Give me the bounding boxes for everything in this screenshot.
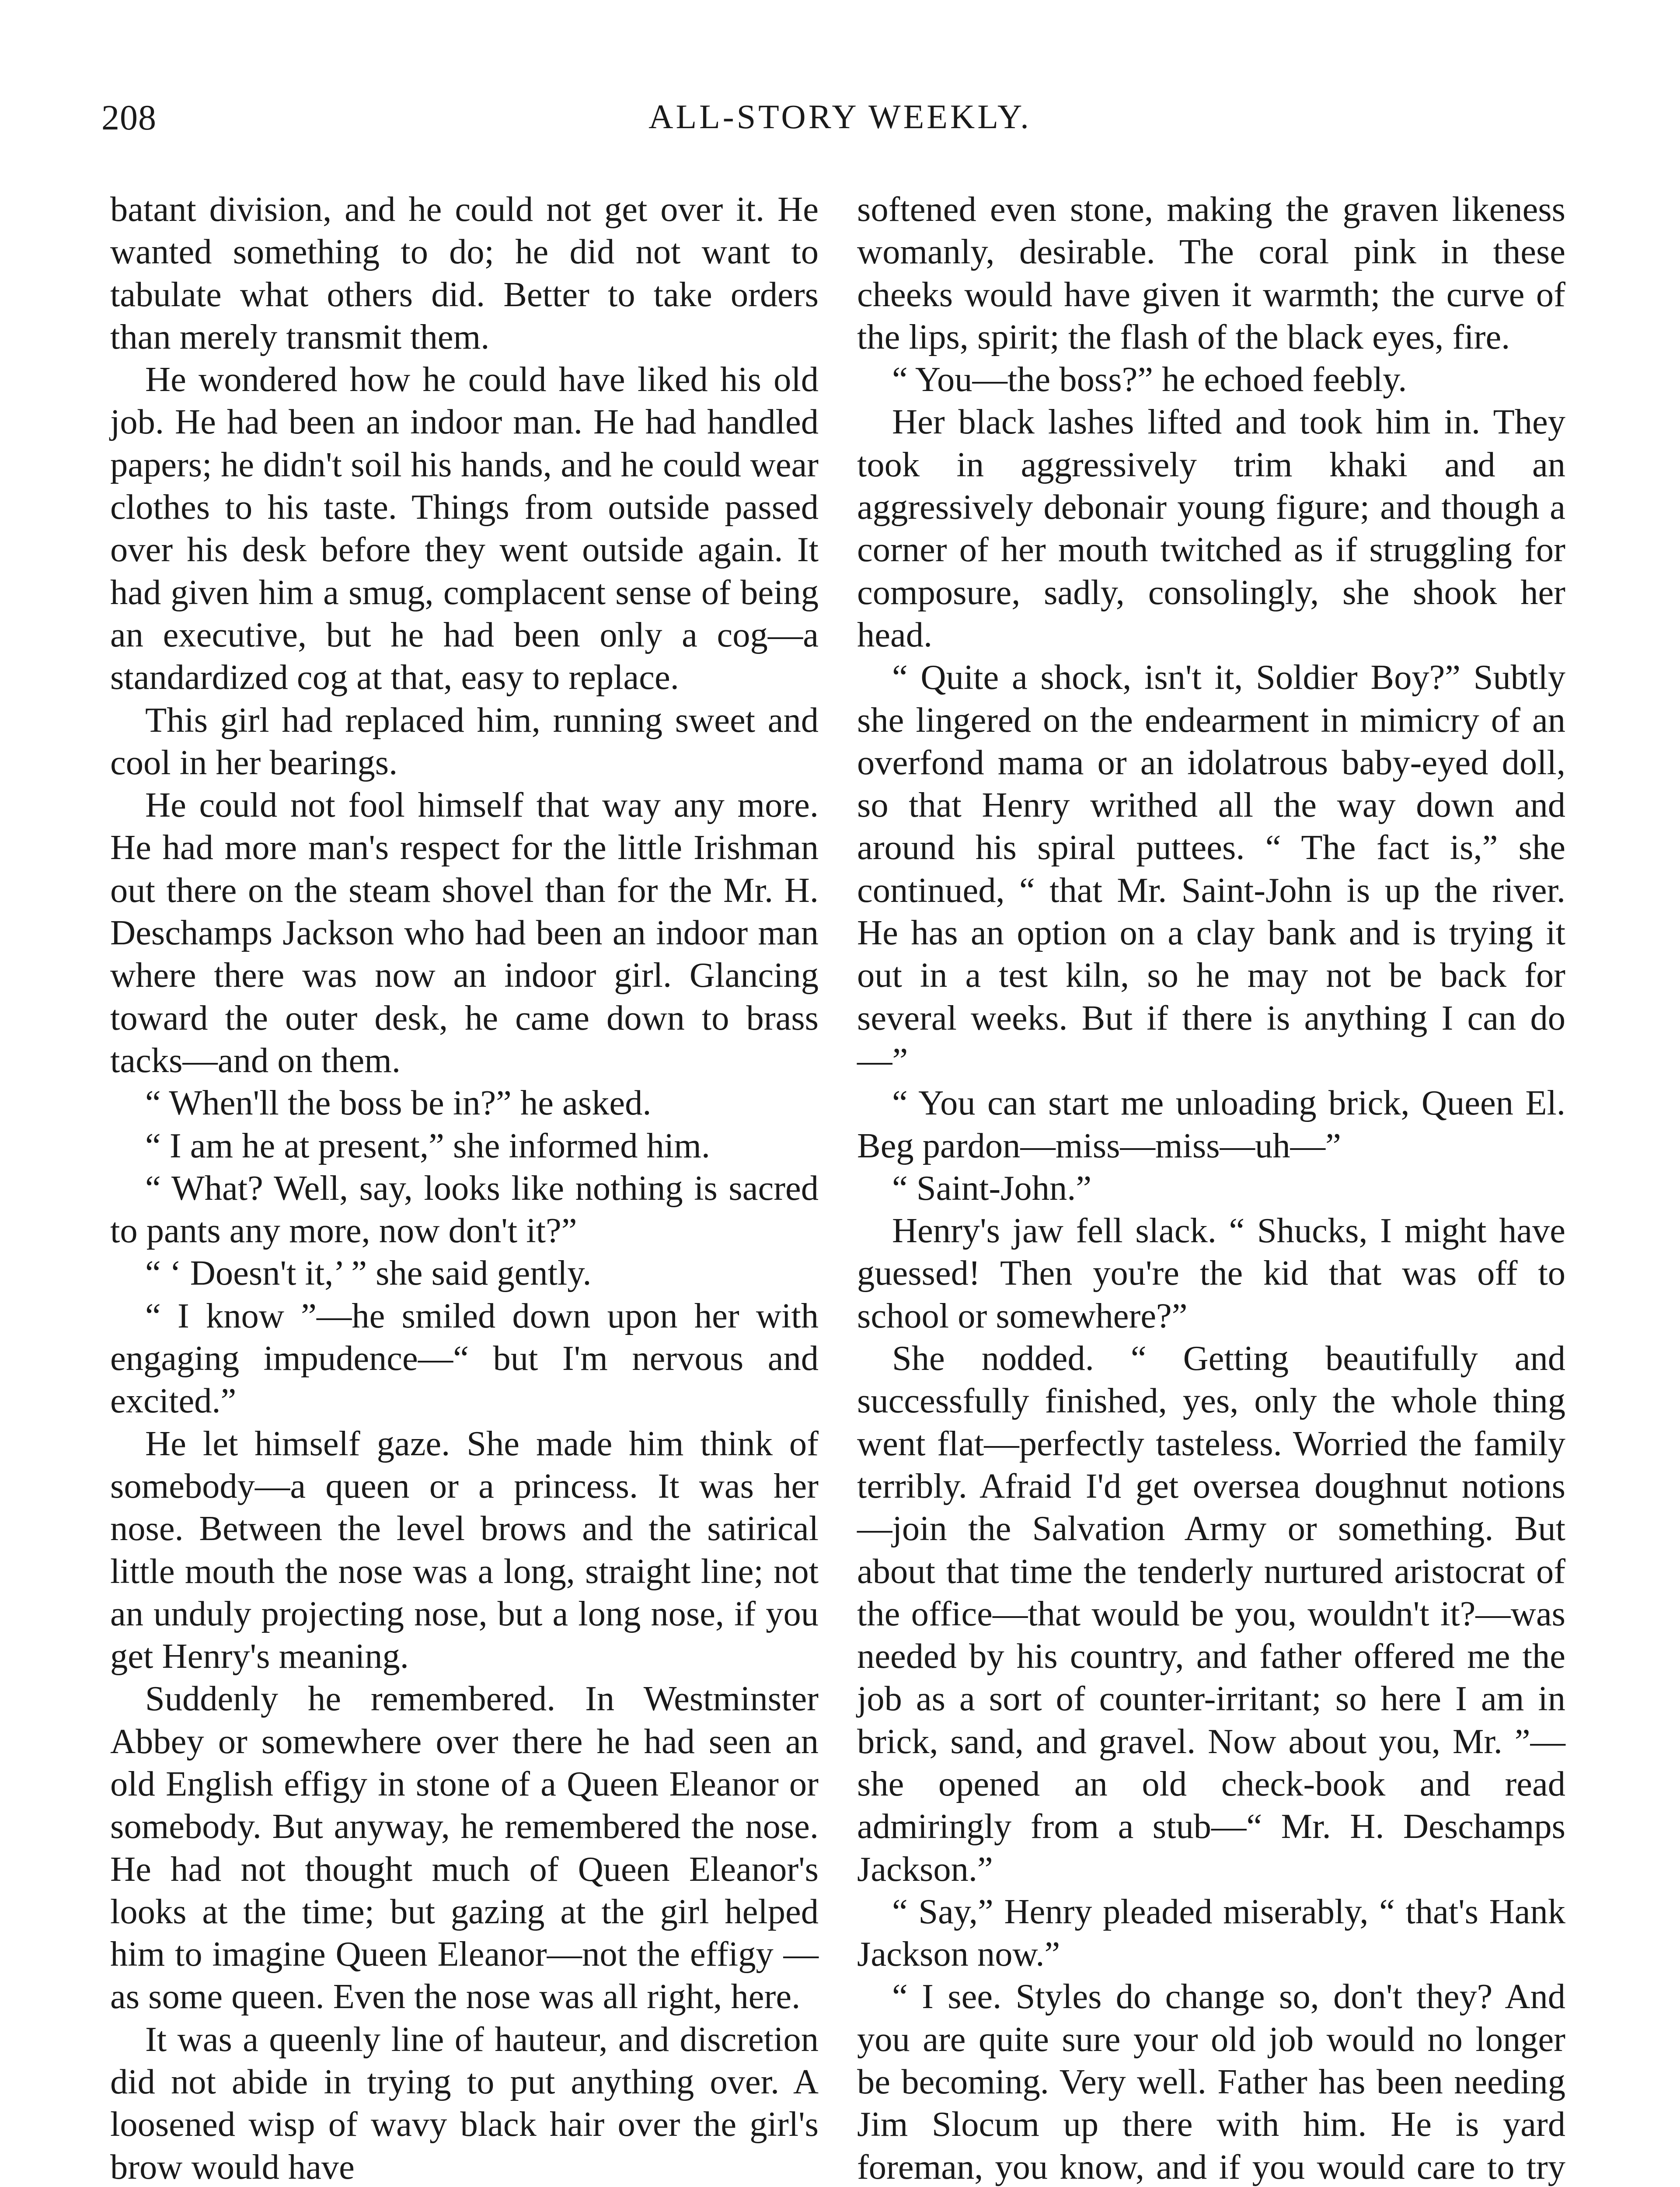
paragraph: Suddenly he remembered. In Westminster Abbey or somewhere over there he had seen an old English effigy in stone of a Queen Eleanor or somebody. But anyway, he remembered the nose. He had not thought much of Queen Eleanor's looks at the time; but gazing at the girl helped him to imagine Queen Eleanor—not the effigy —as some queen. Even the nose was all right, here. [110,1679,819,2016]
left-column [110,188,819,2187]
right-column [857,188,1565,2187]
paragraph: “ ‘ Doesn't it,’ ” she said gently. [145,1254,592,1293]
paragraph: “ Saint-John.” [892,1168,1092,1208]
paragraph: It was a queenly line of hauteur, and discretion did not abide in trying to put anything over. A loosened wisp of wavy black hair over the girl's brow would have [110,2019,819,2187]
paragraph: “ When'll the boss be in?” he asked. [145,1083,652,1123]
paragraph: “ Quite a shock, isn't it, Soldier Boy?” Subtly she lingered on the endearment in mimicry of an overfond mama or an idolatrous baby-eyed doll, so that Henry writhed all the way down and around his spiral puttees. “ The fact is,” she continued, “ that Mr. Saint-John is up the river. He has an option on a clay bank and is trying it out in a test kiln, so he may not be back for several weeks. But if there is anything I can do—” [857,658,1565,1080]
paragraph: “ You can start me unloading brick, Queen El. Beg pardon—miss—miss—uh—” [857,1083,1565,1165]
paragraph: “ I know ”—he smiled down upon her with engaging impudence—“ but I'm nervous and excited.” [110,1296,819,1421]
paragraph: “ I see. Styles do change so, don't they? And you are quite sure your old job would no longer be becoming. Very well. Father has been needing Jim Slocum up there with him. He is yard foreman, you know, and if you would care to try [857,1977,1565,2187]
paragraph: He let himself gaze. She made him think of somebody—a queen or a princess. It was her nose. Between the level brows and the satirical little mouth the nose was a long, straight line; not an unduly projecting nose, but a long nose, if you get Henry's meaning. [110,1424,819,1676]
page-number: 208 [101,98,157,137]
paragraph: “ I am he at present,” she informed him. [145,1126,711,1165]
paragraph: Henry's jaw fell slack. “ Shucks, I might have guessed! Then you're the kid that was off to school or somewhere?” [857,1211,1565,1335]
paragraph: He wondered how he could have liked his old job. He had been an indoor man. He had handled papers; he didn't soil his hands, and he could wear clothes to his taste. Things from outside passed over his desk before they went outside again. It had given him a smug, complacent sense of being an executive, but he had been only a cog—a standardized cog at that, easy to replace. [110,360,819,697]
paragraph: Her black lashes lifted and took him in. They took in aggressively trim khaki and an aggressively debonair young figure; and though a corner of her mouth twitched as if struggling for composure, sadly, consolingly, she shook her head. [857,402,1565,654]
paragraph: “ Say,” Henry pleaded miserably, “ that's Hank Jackson now.” [857,1892,1565,1974]
paragraph: batant division, and he could not get over it. He wanted something to do; he did not want to tabulate what others did. Better to take orders than merely transmit them. [110,190,819,356]
paragraph: He could not fool himself that way any more. He had more man's respect for the little Irishman out there on the steam shovel than for the Mr. H. Deschamps Jackson who had been an indoor man where there was now an indoor girl. Glancing toward the outer desk, he came down to brass tacks—and on them. [110,786,819,1080]
paragraph: This girl had replaced him, running sweet and cool in her bearings. [110,700,819,782]
running-head: ALL-STORY WEEKLY. [648,98,1032,136]
paragraph: softened even stone, making the graven likeness womanly, desirable. The coral pink in these cheeks would have given it warmth; the curve of the lips, spirit; the flash of the black eyes, fire. [857,190,1565,356]
paragraph: “ You—the boss?” he echoed feebly. [892,360,1407,399]
paragraph: She nodded. “ Getting beautifully and successfully finished, yes, only the whole thing went flat—perfectly tasteless. Worried the family terribly. Afraid I'd get oversea doughnut notions—join the Salvation Army or something. But about that time the tenderly nurtured aristocrat of the office—that would be you, wouldn't it?—was needed by his country, and father offered me the job as a sort of counter-irritant; so here I am in brick, sand, and gravel. Now about you, Mr. ”—she opened an old check-book and read admiringly from a stub—“ Mr. H. Deschamps Jackson.” [857,1339,1565,1889]
paragraph: “ What? Well, say, looks like nothing is sacred to pants any more, now don't it?” [110,1168,819,1251]
